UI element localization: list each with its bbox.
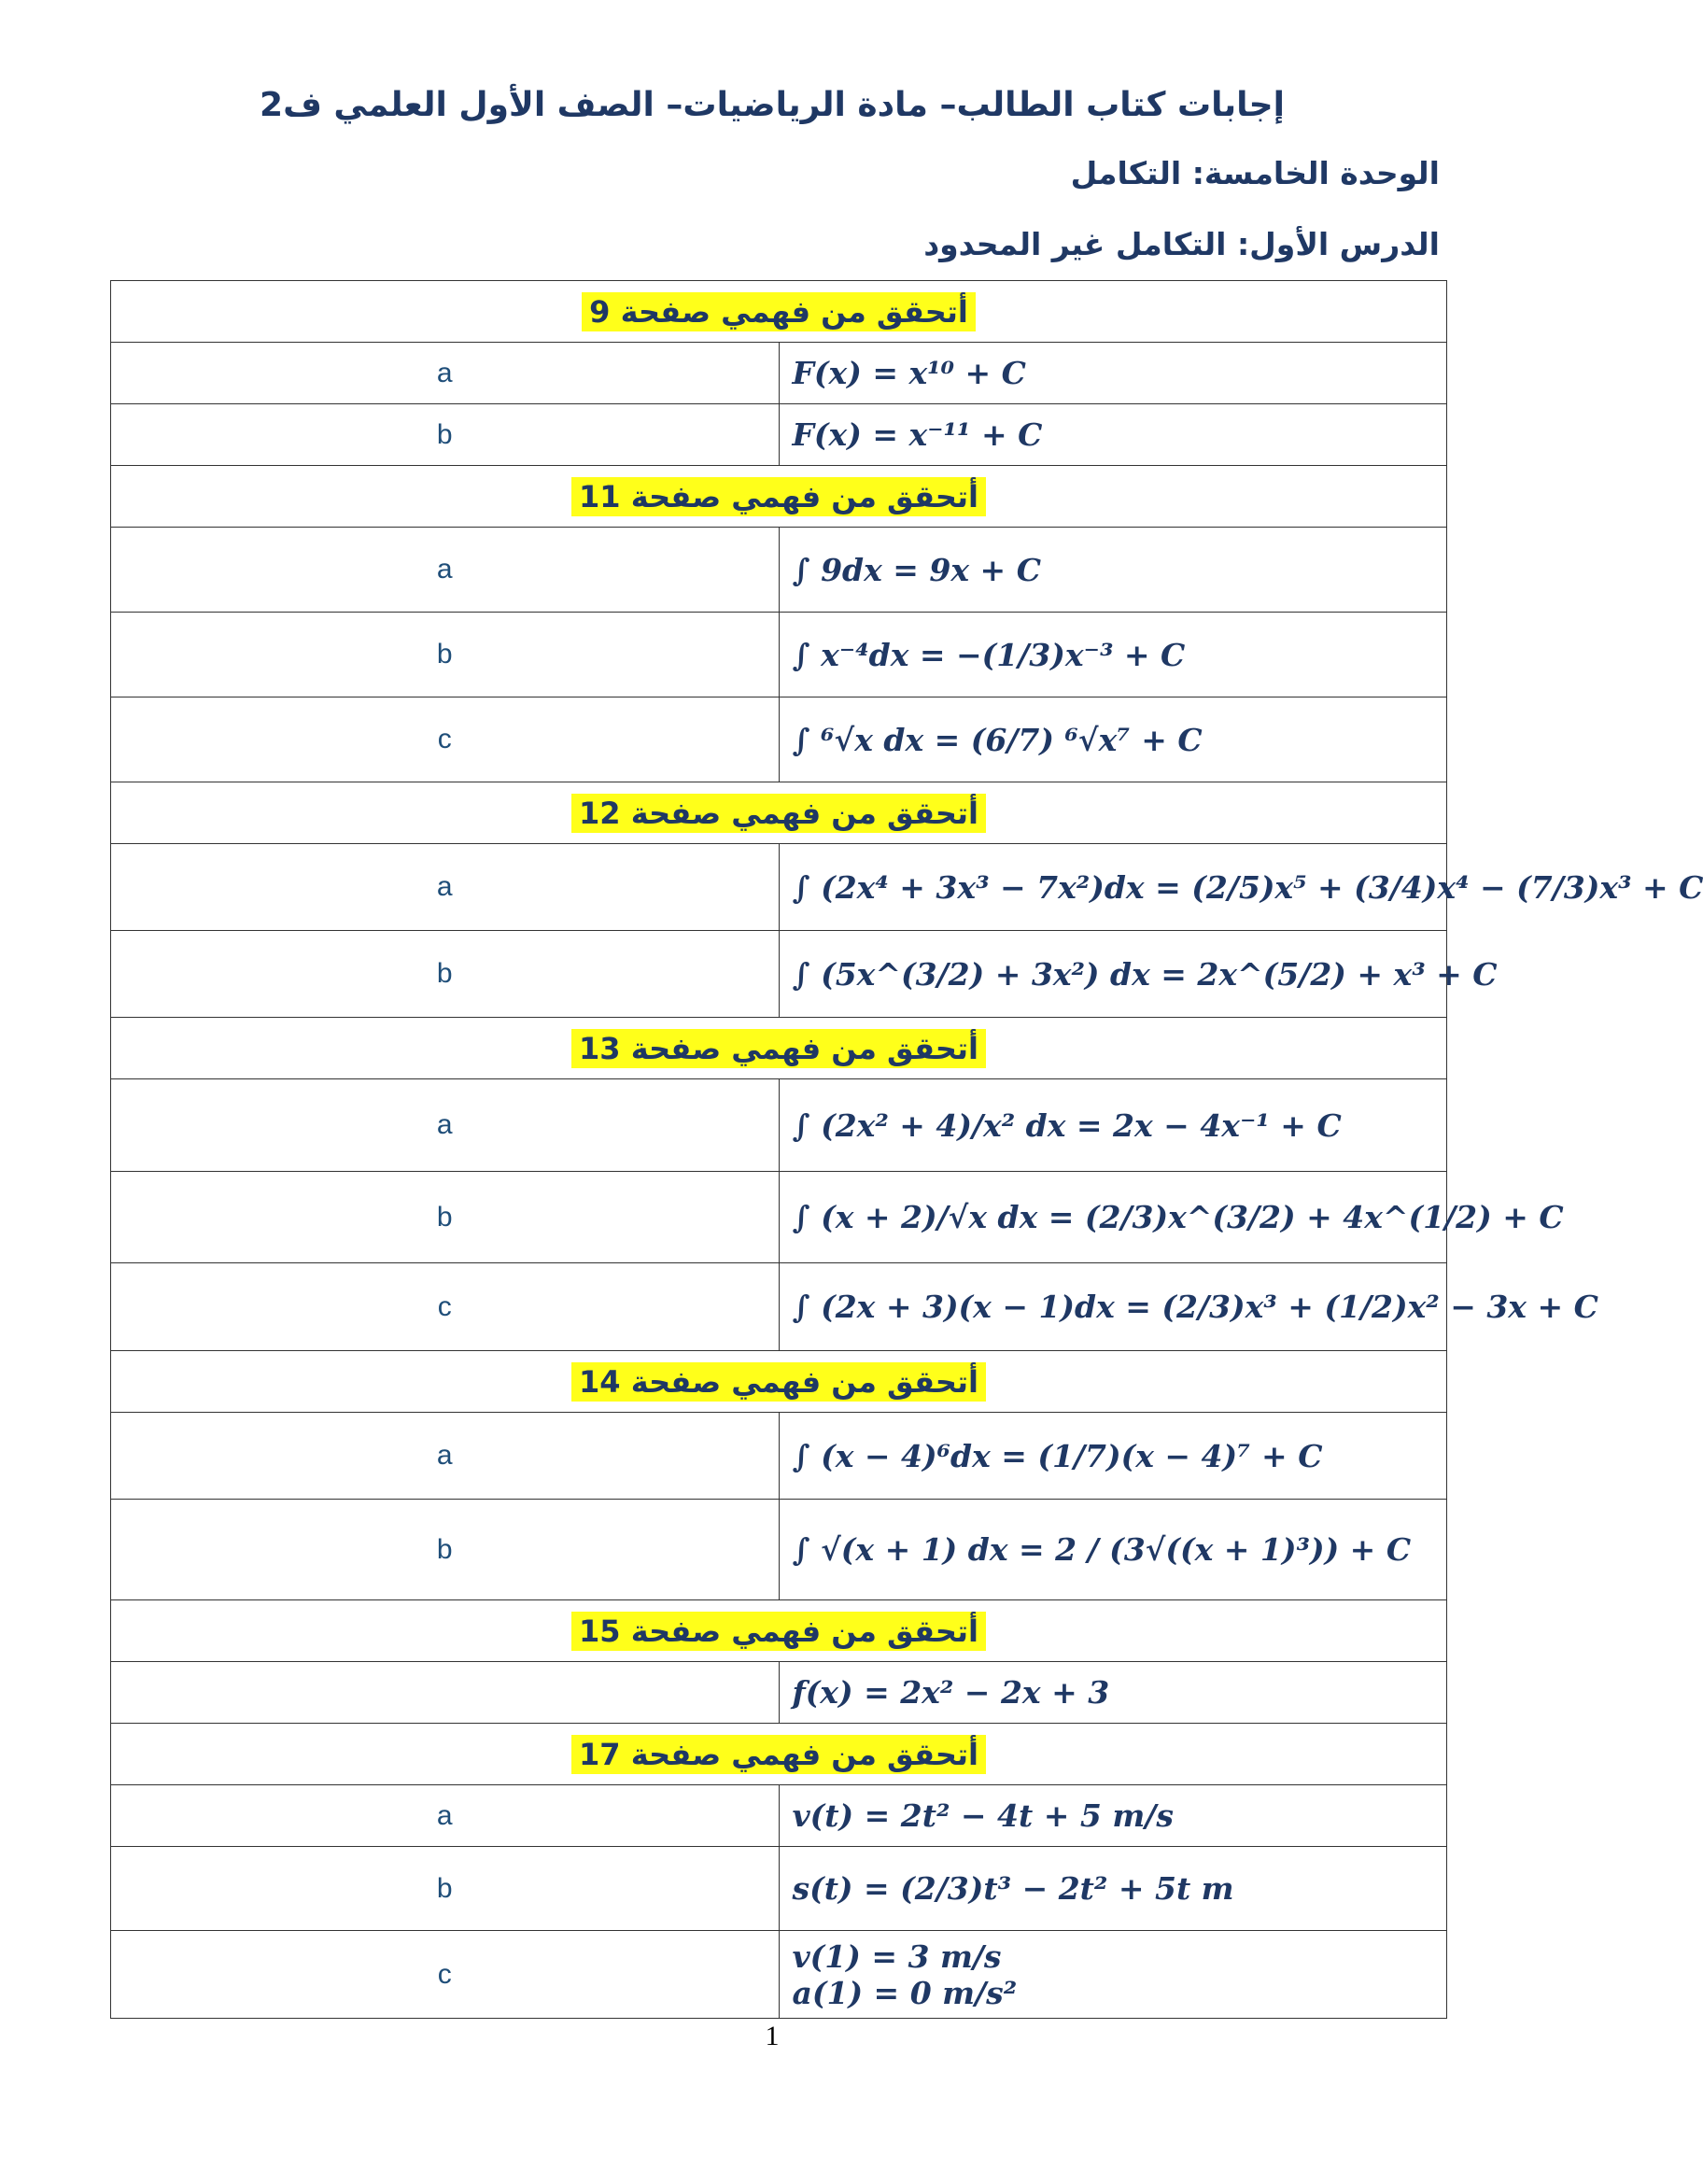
answer-row (111, 931, 1447, 1018)
answer-equation: F(x) = x¹⁰ + C (779, 343, 1447, 404)
row-label: a (111, 1413, 780, 1500)
row-label: b (111, 1847, 780, 1931)
row-label: b (111, 1500, 780, 1600)
answer-equation-line-1: v(1) = 3 m/s (792, 1937, 1002, 1975)
answer-equation: ∫ x⁻⁴dx = −(1/3)x⁻³ + C (779, 613, 1447, 697)
answer-equation: ∫ (5x^(3/2) + 3x²) dx = 2x^(5/2) + x³ + C (779, 931, 1447, 1018)
section-heading-row (111, 1600, 1447, 1662)
answer-equation-line-2: a(1) = 0 m/s² (792, 1974, 1018, 2011)
answer-row (111, 1500, 1447, 1600)
answer-row (111, 613, 1447, 697)
answer-equation (779, 1931, 1447, 2019)
section-heading-row (111, 281, 1447, 343)
row-label: a (111, 1785, 780, 1847)
answer-equation: ∫ (2x² + 4)/x² dx = 2x − 4x⁻¹ + C (779, 1079, 1447, 1172)
section-heading-row (111, 1018, 1447, 1079)
section-heading-row (111, 1351, 1447, 1413)
answer-equation: ∫ (2x + 3)(x − 1)dx = (2/3)x³ + (1/2)x² − 3x + C (779, 1263, 1447, 1351)
page-title: إجابات كتاب الطالب– مادة الرياضيات– الصف الأول العلمي ف2 (260, 86, 1285, 124)
lesson-title: الدرس الأول: التكامل غير المحدود (923, 226, 1440, 262)
row-label: c (111, 1931, 780, 2019)
answer-row (111, 1172, 1447, 1263)
section-heading-row (111, 1724, 1447, 1785)
answer-equation: ∫ ⁶√x dx = (6/7) ⁶√x⁷ + C (779, 697, 1447, 782)
answer-row (111, 1662, 1447, 1724)
section-heading: أتحقق من فهمي صفحة 12 (571, 794, 986, 833)
row-label: b (111, 613, 780, 697)
answer-equation: f(x) = 2x² − 2x + 3 (779, 1662, 1447, 1724)
page-number: 1 (765, 2021, 780, 2051)
answer-equation: v(t) = 2t² − 4t + 5 m/s (779, 1785, 1447, 1847)
answer-row (111, 844, 1447, 931)
row-label: a (111, 343, 780, 404)
section-heading: أتحقق من فهمي صفحة 11 (571, 477, 986, 516)
answers-table (110, 280, 1703, 2019)
section-heading: أتحقق من فهمي صفحة 9 (582, 292, 976, 331)
section-heading: أتحقق من فهمي صفحة 13 (571, 1029, 986, 1068)
unit-title: الوحدة الخامسة: التكامل (1070, 155, 1440, 191)
row-label: c (111, 697, 780, 782)
row-label: c (111, 1263, 780, 1351)
answer-row (111, 697, 1447, 782)
answer-equation: ∫ 9dx = 9x + C (779, 528, 1447, 613)
answer-row (111, 528, 1447, 613)
answer-equation: ∫ (x − 4)⁶dx = (1/7)(x − 4)⁷ + C (779, 1413, 1447, 1500)
answer-equation: ∫ (x + 2)/√x dx = (2/3)x^(3/2) + 4x^(1/2) + C (779, 1172, 1447, 1263)
answer-equation: s(t) = (2/3)t³ − 2t² + 5t m (779, 1847, 1447, 1931)
answer-equation: F(x) = x⁻¹¹ + C (779, 404, 1447, 466)
row-label: a (111, 1079, 780, 1172)
answer-row (111, 1079, 1447, 1172)
section-heading: أتحقق من فهمي صفحة 17 (571, 1735, 986, 1774)
section-heading-row (111, 466, 1447, 528)
row-label: a (111, 528, 780, 613)
answer-equation: ∫ √(x + 1) dx = 2 / (3√((x + 1)³)) + C (779, 1500, 1447, 1600)
row-label: b (111, 404, 780, 466)
answer-row (111, 1413, 1447, 1500)
section-heading: أتحقق من فهمي صفحة 15 (571, 1612, 986, 1651)
answer-row (111, 1931, 1447, 2019)
answer-row (111, 1263, 1447, 1351)
row-label: b (111, 931, 780, 1018)
section-heading-row (111, 782, 1447, 844)
row-label: b (111, 1172, 780, 1263)
answer-row (111, 1847, 1447, 1931)
answer-row (111, 1785, 1447, 1847)
answer-equation: ∫ (2x⁴ + 3x³ − 7x²)dx = (2/5)x⁵ + (3/4)x⁴ − (7/3)x³ + C (779, 844, 1447, 931)
row-label: a (111, 844, 780, 931)
row-label (111, 1662, 780, 1724)
answer-row (111, 404, 1447, 466)
section-heading: أتحقق من فهمي صفحة 14 (571, 1362, 986, 1402)
answer-row (111, 343, 1447, 404)
